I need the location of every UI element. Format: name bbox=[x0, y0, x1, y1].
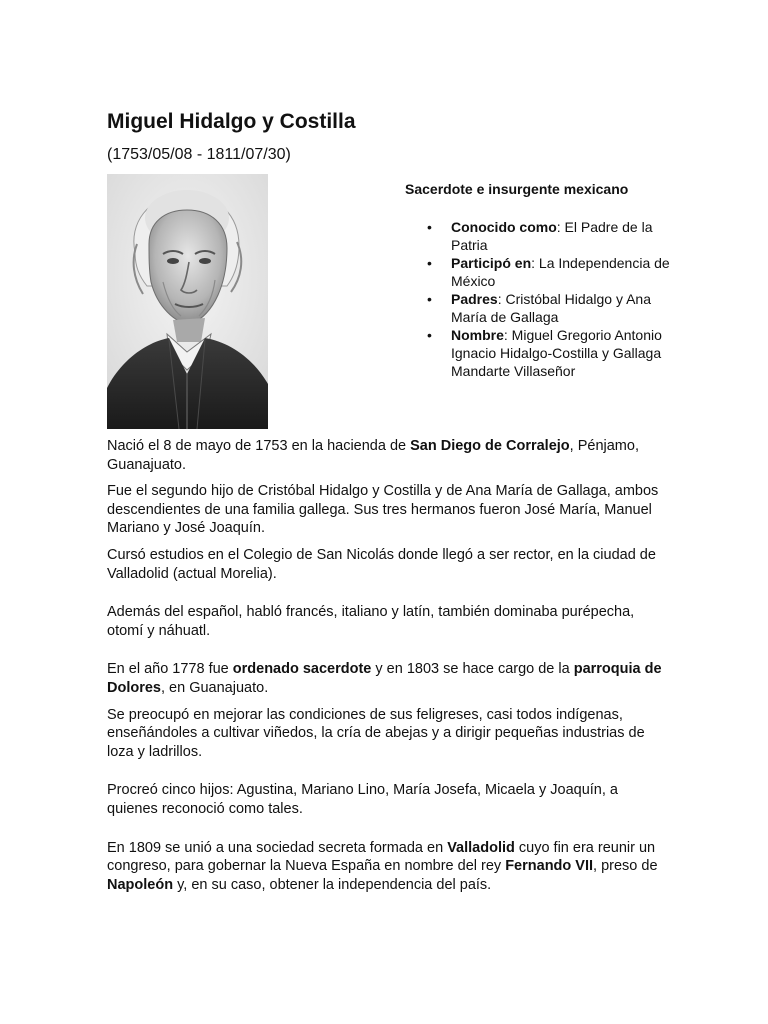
bold-run: Napoleón bbox=[107, 876, 174, 893]
fact-label: Padres bbox=[451, 291, 498, 307]
text-run: Nació el 8 de mayo de 1753 en la hacienda de bbox=[107, 438, 411, 454]
life-dates: (1753/05/08 - 1811/07/30) bbox=[107, 146, 291, 163]
portrait-image bbox=[107, 174, 268, 429]
bold-run: Fernando VII bbox=[505, 858, 594, 875]
fact-label: Participó en bbox=[451, 255, 532, 271]
fact-value: : Cristóbal Hidalgo y Ana María de Gallaga bbox=[451, 291, 652, 325]
text-run: En 1809 se unió a una sociedad secreta formada en bbox=[107, 839, 448, 856]
fact-value: : El Padre de la Patria bbox=[451, 219, 653, 253]
list-item bbox=[451, 218, 681, 254]
facts-list bbox=[427, 218, 681, 380]
fact-value: : La Independencia de México bbox=[451, 255, 670, 289]
bold-run: Valladolid bbox=[447, 839, 515, 856]
paragraph-society bbox=[107, 839, 667, 895]
text-run: En el año 1778 fue bbox=[107, 661, 233, 678]
bold-run: ordenado sacerdote bbox=[232, 661, 372, 678]
list-item bbox=[451, 326, 681, 380]
fact-label: Nombre bbox=[451, 327, 504, 343]
fact-label: Conocido como bbox=[451, 219, 557, 235]
biography-text bbox=[107, 437, 667, 902]
text-run: , preso de bbox=[593, 858, 658, 875]
text-run: y en 1803 se hace cargo de la bbox=[371, 661, 574, 678]
page-title: Miguel Hidalgo y Costilla bbox=[107, 110, 356, 133]
list-item bbox=[451, 254, 681, 290]
list-item bbox=[451, 290, 681, 326]
portrait-subtitle: Sacerdote e insurgente mexicano bbox=[405, 181, 629, 197]
bold-run: San Diego de Corralejo bbox=[410, 438, 570, 454]
paragraph-parishioners: Se preocupó en mejorar las condiciones de sus feligreses, casi todos indígenas, enseñándoles a cultivar viñedos, la cría de abejas y a dirigir pequeñas industrias de loza y ladrillos. bbox=[107, 706, 645, 760]
paragraph-ordination bbox=[107, 660, 667, 697]
text-run: , Pénjamo, Guanajuato. bbox=[107, 438, 639, 473]
fact-value: : Miguel Gregorio Antonio Ignacio Hidalgo-Costilla y Gallaga Mandarte Villaseñor bbox=[451, 327, 662, 379]
paragraph-family: Fue el segundo hijo de Cristóbal Hidalgo y Costilla y de Ana María de Gallaga, ambos descendientes de una familia gallega. Sus tres hermanos fueron José María, Manuel Mariano y José Joaquín. bbox=[107, 483, 659, 537]
paragraph-studies: Cursó estudios en el Colegio de San Nicolás donde llegó a ser rector, en la ciudad de Valladolid (actual Morelia). bbox=[107, 546, 656, 582]
text-run: y, en su caso, obtener la independencia del país. bbox=[173, 876, 492, 893]
bold-run: parroquia de Dolores bbox=[107, 661, 662, 696]
text-run: , en Guanajuato. bbox=[161, 679, 269, 696]
paragraph-birth bbox=[107, 437, 667, 474]
text-run: cuyo fin era reunir un congreso, para gobernar la Nueva España en nombre del rey bbox=[107, 839, 656, 875]
paragraph-languages: Además del español, habló francés, italiano y latín, también dominaba purépecha, otomí y náhuatl. bbox=[107, 604, 635, 639]
paragraph-children: Procreó cinco hijos: Agustina, Mariano Lino, María Josefa, Micaela y Joaquín, a quienes reconoció como tales. bbox=[107, 782, 618, 817]
